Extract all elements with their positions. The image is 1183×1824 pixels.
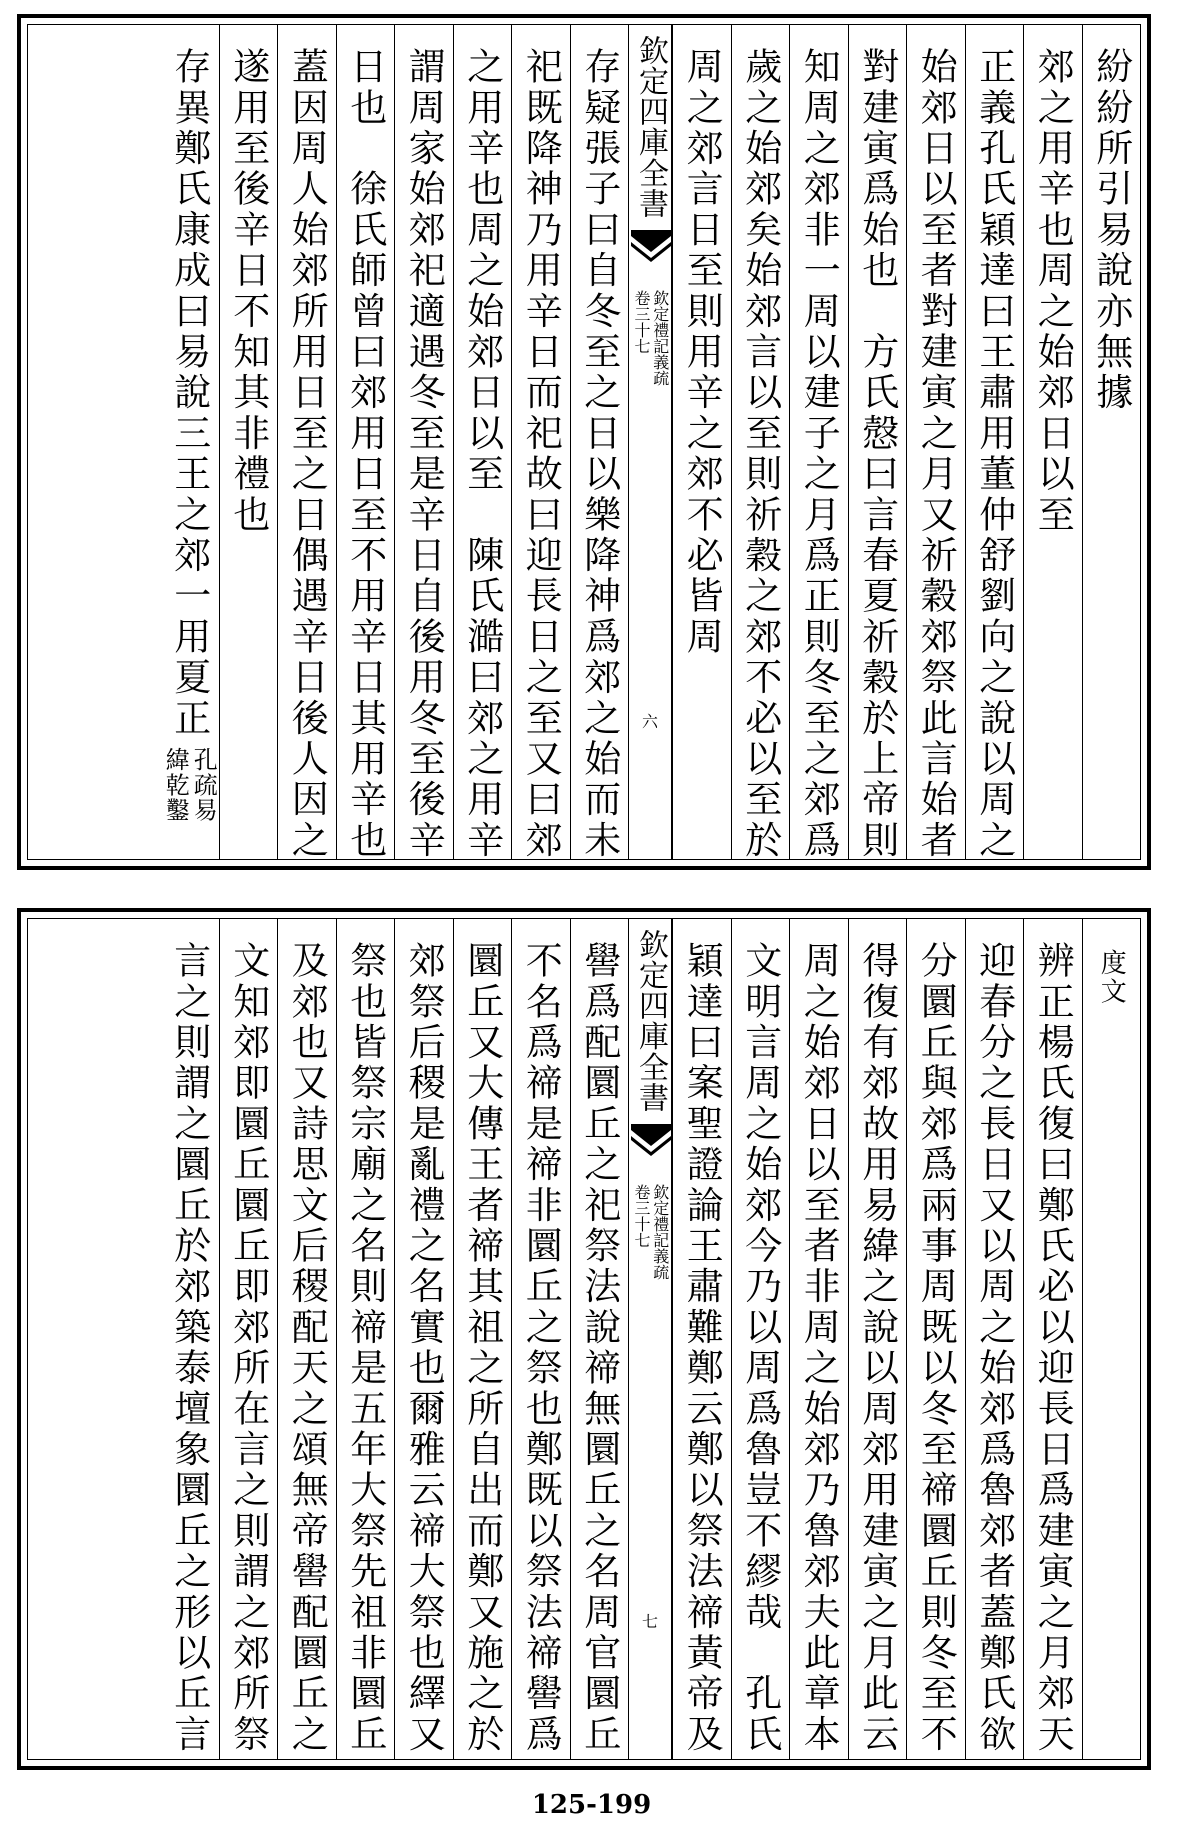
column-text: 圜丘又大傳王者禘其祖之所自出而鄭又施之於	[460, 941, 504, 1755]
column-text: 辨正楊氏復曰鄭氏必以迎長日爲建寅之月郊天	[1031, 941, 1075, 1755]
text-column	[453, 919, 512, 1759]
column-text: 存疑張子曰自冬至之日以樂降神爲郊之始而未	[577, 47, 621, 861]
text-column	[336, 25, 395, 859]
column-text: 始郊日以至者對建寅之月又祈穀郊祭此言始者	[914, 47, 958, 861]
text-column	[219, 25, 278, 859]
text-column	[570, 25, 629, 859]
text-column	[160, 25, 219, 859]
column-text: 文知郊即圜丘圜丘即郊所在言之則謂之郊所祭	[226, 941, 270, 1755]
center-gutter	[628, 919, 672, 1759]
column-text: 蓋因周人始郊所用日至之日偶遇辛日後人因之	[285, 47, 329, 861]
text-column	[1023, 919, 1082, 1759]
column-text: 及郊也又詩思文后稷配天之頌無帝嚳配圜丘之	[285, 941, 329, 1755]
interlinear-note	[161, 747, 218, 823]
column-text: 紛紛所引易說亦無據	[1089, 47, 1133, 414]
upper-page-frame	[27, 24, 1141, 860]
column-text: 郊祭后稷是亂禮之名實也爾雅云禘大祭也繹又	[402, 941, 446, 1755]
text-column	[277, 25, 336, 859]
text-column	[394, 919, 453, 1759]
column-text: 歲之始郊矣始郊言以至則祈穀之郊不必以至於	[738, 47, 782, 861]
text-column	[672, 919, 731, 1759]
column-text: 言之則謂之圜丘於郊築泰壇象圜丘之形以丘言	[167, 941, 211, 1755]
column-text: 周之郊言日至則用辛之郊不必皆周	[680, 47, 724, 658]
column-text: 文明言周之始郊今乃以周爲魯豈不繆哉 孔氏	[738, 941, 782, 1755]
text-column	[160, 919, 219, 1759]
volume-subtitle-line: 卷三十七	[632, 290, 651, 354]
running-title: 欽定四庫全書	[633, 35, 668, 219]
center-gutter	[628, 25, 672, 859]
footer-page-number: 125-199	[531, 1790, 652, 1820]
column-text: 度文	[1096, 949, 1127, 1007]
column-text: 祭也皆祭宗廟之名則禘是五年大祭先祖非圜丘	[343, 941, 387, 1755]
fishtail-mark-icon	[631, 230, 671, 270]
volume-subtitle	[632, 1184, 668, 1280]
fishtail-mark-icon	[631, 1124, 671, 1164]
text-column	[570, 919, 629, 1759]
text-column	[731, 25, 790, 859]
column-text: 日也 徐氏師曾曰郊用日至不用辛日其用辛也	[343, 47, 387, 861]
text-column	[731, 919, 790, 1759]
text-column	[848, 919, 907, 1759]
running-title: 欽定四庫全書	[633, 929, 668, 1113]
leaf-number: 七	[641, 1612, 659, 1631]
column-text: 周之始郊日以至者非周之始郊乃魯郊夫此章本	[797, 941, 841, 1755]
volume-subtitle-line: 欽定禮記義疏	[650, 1184, 670, 1280]
upper-text-columns	[28, 25, 1140, 859]
upper-page-panel	[17, 14, 1151, 870]
column-text: 得復有郊故用易緯之說以周郊用建寅之月此云	[855, 941, 899, 1755]
column-text: 存異鄭氏康成曰易說三王之郊一用夏正	[167, 47, 211, 739]
lower-page-panel	[17, 908, 1151, 1770]
text-column	[848, 25, 907, 859]
text-column	[965, 25, 1024, 859]
text-column	[1082, 919, 1141, 1759]
column-text: 謂周家始郊祀適遇冬至是辛日自後用冬至後辛	[402, 47, 446, 861]
note-line: 緯乾鑿	[161, 747, 190, 823]
text-column	[1082, 25, 1141, 859]
text-column	[394, 25, 453, 859]
text-column	[511, 25, 570, 859]
column-text: 分圜丘與郊爲兩事周既以冬至禘圜丘則冬至不	[914, 941, 958, 1755]
column-text: 不名爲禘是禘非圜丘之祭也鄭既以祭法禘嚳爲	[519, 941, 563, 1755]
text-column	[453, 25, 512, 859]
column-text: 穎達曰案聖證論王肅難鄭云鄭以祭法禘黃帝及	[680, 941, 724, 1755]
text-column	[219, 919, 278, 1759]
column-text: 迎春分之長日又以周之始郊爲魯郊者蓋鄭氏欲	[972, 941, 1016, 1755]
column-text: 正義孔氏穎達曰王肅用董仲舒劉向之說以周之	[972, 47, 1016, 861]
text-column	[965, 919, 1024, 1759]
lower-text-columns	[28, 919, 1140, 1759]
column-text: 知周之郊非一周以建子之月爲正則冬至之郊爲	[797, 47, 841, 861]
text-column	[789, 25, 848, 859]
text-column	[906, 25, 965, 859]
text-column	[672, 25, 731, 859]
leaf-number: 六	[641, 712, 659, 731]
volume-subtitle	[632, 290, 668, 386]
column-text: 郊之用辛也周之始郊日以至	[1031, 47, 1075, 536]
text-column	[336, 919, 395, 1759]
note-line: 孔疏易	[189, 747, 218, 823]
column-text: 對建寅爲始也 方氏慤曰言春夏祈穀於上帝則	[855, 47, 899, 861]
text-column	[906, 919, 965, 1759]
text-column	[277, 919, 336, 1759]
column-text: 之用辛也周之始郊日以至 陳氏澔曰郊之用辛	[460, 47, 504, 861]
column-text: 祀既降神乃用辛日而祀故曰迎長日之至又曰郊	[519, 47, 563, 861]
volume-subtitle-line: 欽定禮記義疏	[650, 290, 670, 386]
text-column	[511, 919, 570, 1759]
text-column	[1023, 25, 1082, 859]
column-text: 遂用至後辛日不知其非禮也	[226, 47, 270, 536]
text-column	[789, 919, 848, 1759]
volume-subtitle-line: 卷三十七	[632, 1184, 651, 1248]
column-text: 嚳爲配圜丘之祀祭法說禘無圜丘之名周官圜丘	[577, 941, 621, 1755]
lower-page-frame	[27, 918, 1141, 1760]
